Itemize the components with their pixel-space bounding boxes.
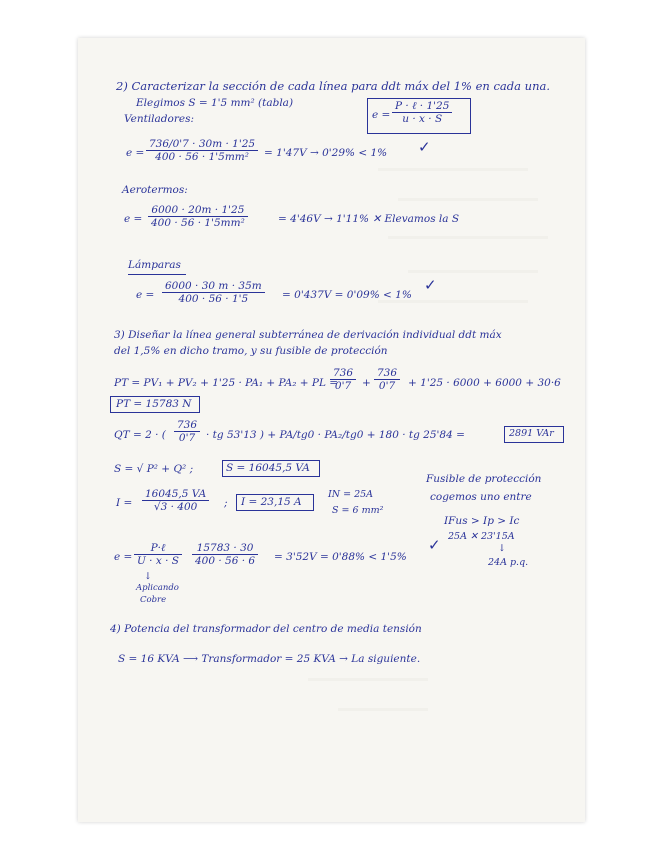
bleed-through xyxy=(378,168,528,171)
bleed-through xyxy=(398,198,538,201)
qt-fraction-num: 736 xyxy=(174,419,200,432)
check-icon: ✓ xyxy=(424,276,437,294)
e-fraction-1-den: U · x · S xyxy=(137,555,179,567)
s-equation: S = √ P² + Q² ; xyxy=(114,463,194,475)
aero-lhs: e = xyxy=(124,213,143,225)
e-fraction-2-num: 15783 · 30 xyxy=(192,542,258,555)
section-3-heading-line1: 3) Diseñar la línea general subterránea de derivación individual ddt máx xyxy=(114,329,502,341)
aero-fraction xyxy=(148,204,248,229)
aero-result: = 4'46V → 1'11% ✕ Elevamos la S xyxy=(278,213,460,225)
note-cobre: Cobre xyxy=(140,595,167,605)
fuse-pick: 24A p.q. xyxy=(488,557,529,568)
formula-numerator: P · ℓ · 1'25 xyxy=(392,100,452,113)
down-arrow-icon: ↓ xyxy=(498,543,506,554)
fuse-title: Fusible de protección xyxy=(426,473,542,485)
qt-middle: · tg 53'13 ) + PA/tg0 · PA₂/tg0 + 180 · tg 25'84 = xyxy=(206,429,465,441)
e-fraction-2 xyxy=(192,542,258,567)
fuse-inequality: IFus > Ip > Ic xyxy=(444,515,520,527)
bleed-through xyxy=(388,236,548,239)
i-fraction-den: √3 · 400 xyxy=(153,501,198,513)
note-aplicando: Aplicando xyxy=(136,583,179,593)
e-lhs: e = xyxy=(114,551,133,563)
vent-fraction xyxy=(146,138,258,163)
aero-denominator: 400 · 56 · 1'5mm² xyxy=(151,217,245,229)
check-icon: ✓ xyxy=(418,138,431,156)
formula-fraction xyxy=(392,100,452,125)
qt-equation: QT = 2 · ( xyxy=(114,429,166,441)
formula-denominator: u · x · S xyxy=(402,113,443,125)
s-result: S = 16045,5 VA xyxy=(226,462,310,474)
fuse-values: 25A ✕ 23'15A xyxy=(448,531,515,542)
check-icon: ✓ xyxy=(428,536,441,554)
lamp-numerator: 6000 · 30 m · 35m xyxy=(162,280,265,293)
lamp-result: = 0'437V = 0'09% < 1% xyxy=(282,289,412,301)
aerotermos-label: Aerotermos: xyxy=(122,184,188,196)
lamp-lhs: e = xyxy=(136,289,155,301)
bleed-through xyxy=(308,678,428,681)
pt-fraction-1-num: 736 xyxy=(330,367,356,380)
lamp-denominator: 400 · 56 · 1'5 xyxy=(178,293,249,305)
i-lhs: I = xyxy=(116,497,133,509)
section-choice: Elegimos S = 1'5 mm² (tabla) xyxy=(136,97,294,109)
qt-result: 2891 VAr xyxy=(509,428,554,439)
pt-fraction-2 xyxy=(374,367,400,392)
s-section-value: S = 6 mm² xyxy=(332,505,384,516)
section-4-line: S = 16 KVA ⟶ Transformador = 25 KVA → La siguiente. xyxy=(118,653,421,665)
pt-fraction-2-den: 0'7 xyxy=(378,380,396,392)
e-fraction-1-num: P·ℓ xyxy=(134,542,182,555)
down-arrow-icon: ↓ xyxy=(144,571,152,582)
bleed-through xyxy=(408,270,538,273)
e-fraction-1 xyxy=(134,542,182,567)
vent-denominator: 400 · 56 · 1'5mm² xyxy=(155,151,249,163)
e-result: = 3'52V = 0'88% < 1'5% xyxy=(274,551,407,563)
in-value: IN = 25A xyxy=(328,489,374,500)
section-2-heading: 2) Caracterizar la sección de cada línea para ddt máx del 1% en cada una. xyxy=(116,79,550,93)
pt-fraction-1 xyxy=(330,367,356,392)
pt-equation: PT = PV₁ + PV₂ + 1'25 · PA₁ + PA₂ + PL = xyxy=(114,377,339,389)
vent-numerator: 736/0'7 · 30m · 1'25 xyxy=(146,138,258,151)
aero-numerator: 6000 · 20m · 1'25 xyxy=(148,204,248,217)
i-fraction-num: 16045,5 VA xyxy=(142,488,209,501)
formula-lhs: e = xyxy=(372,109,391,121)
pt-fraction-2-num: 736 xyxy=(374,367,400,380)
lamparas-label: Lámparas xyxy=(128,259,181,271)
vent-lhs: e = xyxy=(126,147,145,159)
fuse-subtitle: cogemos uno entre xyxy=(430,491,532,503)
i-semicolon: ; xyxy=(224,497,228,509)
lamparas-underline xyxy=(128,274,186,275)
bleed-through xyxy=(338,708,428,711)
qt-fraction xyxy=(174,419,200,444)
plus-sign: + xyxy=(362,377,371,389)
pt-fraction-1-den: 0'7 xyxy=(334,380,352,392)
qt-fraction-den: 0'7 xyxy=(178,432,196,444)
section-3-heading-line2: del 1,5% en dicho tramo, y su fusible de protección xyxy=(114,345,388,357)
section-4-heading: 4) Potencia del transformador del centro de media tensión xyxy=(110,623,422,635)
pt-result: PT = 15783 N xyxy=(116,398,192,410)
handwritten-page xyxy=(78,38,585,822)
e-fraction-2-den: 400 · 56 · 6 xyxy=(195,555,256,567)
lamp-fraction xyxy=(162,280,265,305)
ventiladores-label: Ventiladores: xyxy=(124,113,194,125)
i-result: I = 23,15 A xyxy=(241,496,302,508)
pt-tail: + 1'25 · 6000 + 6000 + 30·6 xyxy=(408,377,561,389)
i-fraction xyxy=(142,488,209,513)
vent-result: = 1'47V → 0'29% < 1% xyxy=(264,147,388,159)
